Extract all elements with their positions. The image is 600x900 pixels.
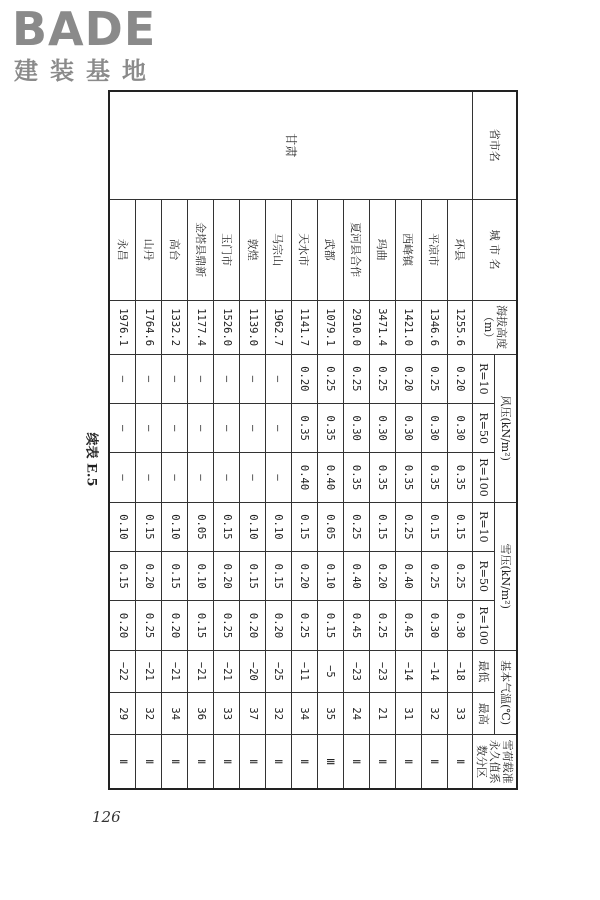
cell-w10: 0.25 bbox=[317, 354, 343, 403]
cell-zone: Ⅱ bbox=[369, 735, 395, 789]
cell-s50: 0.15 bbox=[240, 552, 266, 601]
cell-w50: 0.30 bbox=[395, 404, 421, 453]
page-number: 126 bbox=[92, 808, 121, 826]
cell-w10: — bbox=[136, 354, 162, 403]
cell-tmin: −23 bbox=[343, 650, 369, 692]
cell-w10: — bbox=[188, 354, 214, 403]
cell-zone: Ⅱ bbox=[343, 735, 369, 789]
cell-w100: 0.40 bbox=[291, 453, 317, 502]
cell-w100: — bbox=[109, 453, 136, 502]
cell-w100: 0.35 bbox=[421, 453, 447, 502]
table-body bbox=[109, 91, 473, 789]
cell-w10: 0.25 bbox=[343, 354, 369, 403]
cell-w10: — bbox=[162, 354, 188, 403]
climate-table bbox=[108, 90, 518, 790]
cell-tmax: 34 bbox=[162, 693, 188, 735]
cell-s10: 0.25 bbox=[395, 502, 421, 551]
cell-tmax: 32 bbox=[421, 693, 447, 735]
cell-alt: 1764.6 bbox=[136, 300, 162, 354]
header-snow-r50: R=50 bbox=[473, 552, 495, 601]
cell-w10: 0.20 bbox=[291, 354, 317, 403]
cell-w50: — bbox=[214, 404, 240, 453]
cell-w10: 0.25 bbox=[369, 354, 395, 403]
header-wind: 风压(kN/m²) bbox=[495, 354, 517, 502]
cell-tmin: −14 bbox=[421, 650, 447, 692]
header-wind-r50: R=50 bbox=[473, 404, 495, 453]
cell-w50: 0.35 bbox=[291, 404, 317, 453]
data-table bbox=[108, 90, 518, 790]
cell-zone: Ⅱ bbox=[395, 735, 421, 789]
cell-s100: 0.25 bbox=[369, 601, 395, 650]
cell-city: 马宗山 bbox=[266, 199, 292, 300]
cell-w10: — bbox=[266, 354, 292, 403]
cell-s100: 0.30 bbox=[447, 601, 473, 650]
cell-s10: 0.05 bbox=[188, 502, 214, 551]
cell-city: 天水市 bbox=[291, 199, 317, 300]
cell-s100: 0.20 bbox=[266, 601, 292, 650]
cell-zone: Ⅲ bbox=[317, 735, 343, 789]
cell-zone: Ⅱ bbox=[188, 735, 214, 789]
header-wind-r100: R=100 bbox=[473, 453, 495, 502]
cell-w50: 0.35 bbox=[317, 404, 343, 453]
cell-s10: 0.25 bbox=[343, 502, 369, 551]
cell-tmax: 33 bbox=[447, 693, 473, 735]
cell-city: 玉门市 bbox=[214, 199, 240, 300]
cell-alt: 3471.4 bbox=[369, 300, 395, 354]
cell-tmin: −21 bbox=[162, 650, 188, 692]
cell-tmin: −21 bbox=[214, 650, 240, 692]
cell-tmin: −14 bbox=[395, 650, 421, 692]
cell-s50: 0.15 bbox=[109, 552, 136, 601]
cell-tmin: −21 bbox=[136, 650, 162, 692]
cell-s50: 0.15 bbox=[266, 552, 292, 601]
cell-s10: 0.15 bbox=[136, 502, 162, 551]
cell-zone: Ⅱ bbox=[421, 735, 447, 789]
cell-w50: — bbox=[266, 404, 292, 453]
cell-tmax: 35 bbox=[317, 693, 343, 735]
cell-w100: — bbox=[162, 453, 188, 502]
cell-tmax: 36 bbox=[188, 693, 214, 735]
cell-zone: Ⅱ bbox=[447, 735, 473, 789]
cell-w10: — bbox=[214, 354, 240, 403]
table-row bbox=[447, 91, 473, 789]
cell-s10: 0.10 bbox=[266, 502, 292, 551]
cell-alt: 1177.4 bbox=[188, 300, 214, 354]
cell-zone: Ⅱ bbox=[136, 735, 162, 789]
cell-alt: 1255.6 bbox=[447, 300, 473, 354]
cell-zone: Ⅱ bbox=[240, 735, 266, 789]
logo-subtitle: 建装基地 bbox=[14, 57, 158, 85]
cell-city: 平凉市 bbox=[421, 199, 447, 300]
cell-tmax: 24 bbox=[343, 693, 369, 735]
cell-w100: — bbox=[240, 453, 266, 502]
cell-city: 玛曲 bbox=[369, 199, 395, 300]
cell-w10: 0.25 bbox=[421, 354, 447, 403]
cell-w10: — bbox=[109, 354, 136, 403]
cell-w100: 0.35 bbox=[343, 453, 369, 502]
cell-city: 环县 bbox=[447, 199, 473, 300]
cell-city: 金塔县鼎新 bbox=[188, 199, 214, 300]
cell-w10: — bbox=[240, 354, 266, 403]
cell-city: 高台 bbox=[162, 199, 188, 300]
cell-w50: — bbox=[188, 404, 214, 453]
cell-s50: 0.10 bbox=[317, 552, 343, 601]
cell-s10: 0.10 bbox=[109, 502, 136, 551]
cell-w100: — bbox=[188, 453, 214, 502]
cell-alt: 1141.7 bbox=[291, 300, 317, 354]
cell-city: 夏河县合作 bbox=[343, 199, 369, 300]
cell-alt: 1346.6 bbox=[421, 300, 447, 354]
cell-w10: 0.20 bbox=[447, 354, 473, 403]
header-snow-zone: 雪荷载准永久值系数分区 bbox=[473, 735, 517, 789]
brand-logo bbox=[12, 2, 182, 86]
cell-tmin: −23 bbox=[369, 650, 395, 692]
cell-city: 山丹 bbox=[136, 199, 162, 300]
header-snow-r100: R=100 bbox=[473, 601, 495, 650]
cell-s100: 0.20 bbox=[240, 601, 266, 650]
cell-s50: 0.40 bbox=[395, 552, 421, 601]
cell-s100: 0.15 bbox=[317, 601, 343, 650]
header-temp-max: 最高 bbox=[473, 693, 495, 735]
cell-s100: 0.20 bbox=[162, 601, 188, 650]
cell-s50: 0.20 bbox=[136, 552, 162, 601]
cell-w50: 0.30 bbox=[369, 404, 395, 453]
cell-tmax: 34 bbox=[291, 693, 317, 735]
cell-s50: 0.20 bbox=[291, 552, 317, 601]
cell-s50: 0.10 bbox=[188, 552, 214, 601]
cell-s50: 0.25 bbox=[447, 552, 473, 601]
cell-zone: Ⅱ bbox=[109, 735, 136, 789]
cell-s10: 0.10 bbox=[162, 502, 188, 551]
cell-s10: 0.15 bbox=[214, 502, 240, 551]
cell-s100: 0.30 bbox=[421, 601, 447, 650]
cell-w50: — bbox=[109, 404, 136, 453]
cell-alt: 1526.0 bbox=[214, 300, 240, 354]
cell-alt: 1079.1 bbox=[317, 300, 343, 354]
cell-s50: 0.15 bbox=[162, 552, 188, 601]
header-province: 省市名 bbox=[473, 91, 517, 199]
cell-s100: 0.25 bbox=[136, 601, 162, 650]
cell-alt: 2910.0 bbox=[343, 300, 369, 354]
cell-w50: 0.30 bbox=[447, 404, 473, 453]
cell-tmin: −5 bbox=[317, 650, 343, 692]
cell-w50: 0.30 bbox=[421, 404, 447, 453]
header-altitude: 海拔高度（m） bbox=[473, 300, 517, 354]
header-city: 城 市 名 bbox=[473, 199, 517, 300]
cell-tmin: −18 bbox=[447, 650, 473, 692]
cell-s100: 0.45 bbox=[395, 601, 421, 650]
logo-wordmark: BADE bbox=[12, 2, 157, 56]
cell-tmin: −22 bbox=[109, 650, 136, 692]
cell-tmax: 31 bbox=[395, 693, 421, 735]
cell-w50: — bbox=[240, 404, 266, 453]
cell-w100: — bbox=[214, 453, 240, 502]
cell-s10: 0.15 bbox=[291, 502, 317, 551]
cell-s100: 0.25 bbox=[291, 601, 317, 650]
cell-alt: 1421.0 bbox=[395, 300, 421, 354]
cell-tmax: 21 bbox=[369, 693, 395, 735]
cell-s10: 0.15 bbox=[447, 502, 473, 551]
header-wind-r10: R=10 bbox=[473, 354, 495, 403]
cell-tmin: −20 bbox=[240, 650, 266, 692]
cell-tmax: 33 bbox=[214, 693, 240, 735]
cell-s10: 0.05 bbox=[317, 502, 343, 551]
province-cell: 甘肃 bbox=[109, 91, 473, 199]
cell-w100: — bbox=[136, 453, 162, 502]
cell-zone: Ⅱ bbox=[214, 735, 240, 789]
cell-s50: 0.20 bbox=[214, 552, 240, 601]
cell-w50: 0.30 bbox=[343, 404, 369, 453]
header-temp-min: 最低 bbox=[473, 650, 495, 692]
cell-s50: 0.20 bbox=[369, 552, 395, 601]
cell-tmax: 37 bbox=[240, 693, 266, 735]
cell-s50: 0.40 bbox=[343, 552, 369, 601]
cell-s10: 0.15 bbox=[421, 502, 447, 551]
cell-w100: 0.35 bbox=[369, 453, 395, 502]
cell-city: 武都 bbox=[317, 199, 343, 300]
table-frame bbox=[108, 90, 518, 790]
cell-zone: Ⅱ bbox=[162, 735, 188, 789]
cell-zone: Ⅱ bbox=[291, 735, 317, 789]
cell-w50: — bbox=[162, 404, 188, 453]
cell-s10: 0.10 bbox=[240, 502, 266, 551]
cell-alt: 1139.0 bbox=[240, 300, 266, 354]
cell-city: 敦煌 bbox=[240, 199, 266, 300]
cell-tmax: 29 bbox=[109, 693, 136, 735]
header-snow-r10: R=10 bbox=[473, 502, 495, 551]
cell-tmin: −21 bbox=[188, 650, 214, 692]
header-snow: 雪压(kN/m²) bbox=[495, 502, 517, 650]
cell-s100: 0.15 bbox=[188, 601, 214, 650]
cell-s10: 0.15 bbox=[369, 502, 395, 551]
cell-tmin: −25 bbox=[266, 650, 292, 692]
cell-zone: Ⅱ bbox=[266, 735, 292, 789]
cell-s50: 0.25 bbox=[421, 552, 447, 601]
cell-w100: — bbox=[266, 453, 292, 502]
cell-city: 永昌 bbox=[109, 199, 136, 300]
cell-s100: 0.20 bbox=[109, 601, 136, 650]
cell-alt: 1962.7 bbox=[266, 300, 292, 354]
cell-tmax: 32 bbox=[266, 693, 292, 735]
cell-tmin: −11 bbox=[291, 650, 317, 692]
cell-tmax: 32 bbox=[136, 693, 162, 735]
caption-text: 续表 E.5 bbox=[83, 432, 99, 487]
cell-s100: 0.45 bbox=[343, 601, 369, 650]
cell-w50: — bbox=[136, 404, 162, 453]
cell-city: 西峰镇 bbox=[395, 199, 421, 300]
cell-w100: 0.40 bbox=[317, 453, 343, 502]
cell-w10: 0.20 bbox=[395, 354, 421, 403]
cell-w100: 0.35 bbox=[395, 453, 421, 502]
cell-alt: 1332.2 bbox=[162, 300, 188, 354]
header-temp: 基本气温(℃) bbox=[495, 650, 517, 735]
cell-w100: 0.35 bbox=[447, 453, 473, 502]
cell-alt: 1976.1 bbox=[109, 300, 136, 354]
cell-s100: 0.25 bbox=[214, 601, 240, 650]
